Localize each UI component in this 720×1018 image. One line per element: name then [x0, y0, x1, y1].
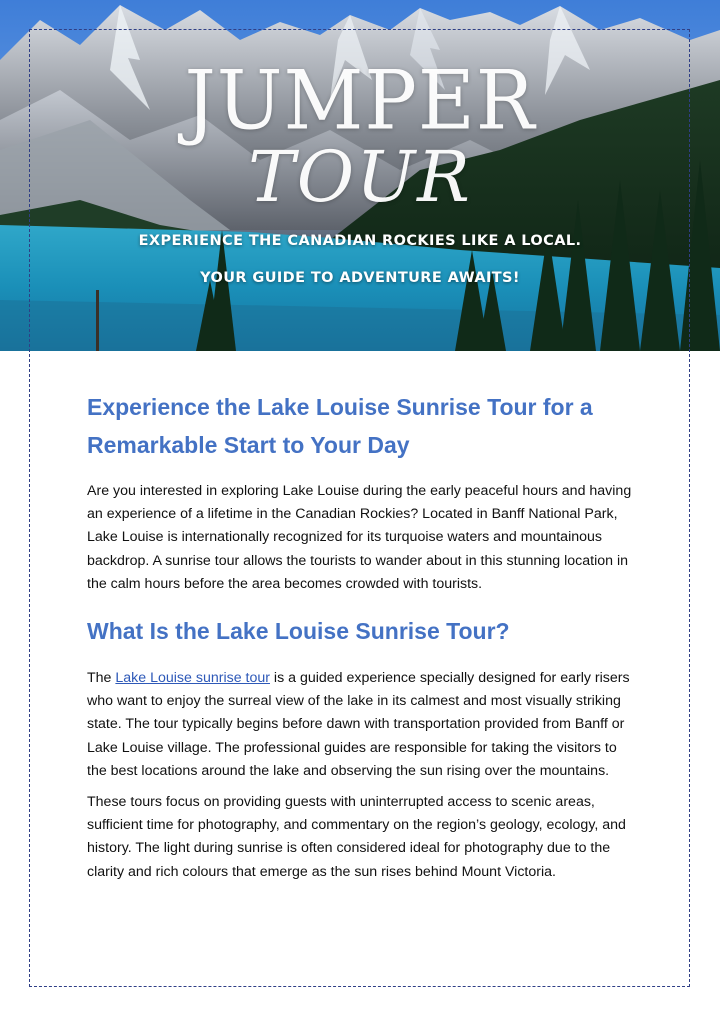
article-title: Experience the Lake Louise Sunrise Tour for a Remarkable Start to Your Day [87, 394, 593, 458]
logo-wordmark-tour: TOUR [248, 136, 472, 218]
hero-tagline-secondary: YOUR GUIDE TO ADVENTURE AWAITS! [200, 270, 520, 286]
lake-louise-sunrise-tour-link[interactable]: Lake Louise sunrise tour [115, 670, 270, 687]
tour-description-paragraph [87, 667, 635, 783]
logo-wordmark-jumper: JUMPER [184, 53, 536, 149]
article-body [87, 388, 635, 884]
intro-paragraph: Are you interested in exploring Lake Louise during the early peaceful hours and having an experience of a lifetime in the Canadian Rockies? Located in Banff National Park, Lake Louise is internationally recognized for its turquoise waters and mountainous backdrop. A sunrise tour allows the tourists to wander about in this stunning location in the calm hours before the area becomes crowded with tourists. [87, 483, 632, 592]
hero-tagline-primary: EXPERIENCE THE CANADIAN ROCKIES LIKE A LOCAL. [138, 233, 582, 249]
tour-focus-paragraph: These tours focus on providing guests with uninterrupted access to scenic areas, sufficient time for photography, and commentary on the region’s geology, ecology, and history. The light during sunrise is often considered ideal for photography due to the clarity and rich colours that emerge as the sun rises behind Mount Victoria. [87, 794, 626, 880]
hero-banner [0, 0, 720, 351]
paragraph-rest: is a guided experience specially designed for early risers who want to enjoy the surreal view of the lake in its calmest and most visually striking state. The tour typically begins before dawn with transportation provided from Banff or Lake Louise village. The professional guides are responsible for taking the visitors to the best locations around the lake and observing the sun rising over the mountains. [87, 670, 630, 779]
section-heading: What Is the Lake Louise Sunrise Tour? [87, 618, 510, 645]
paragraph-prefix: The [87, 670, 116, 687]
